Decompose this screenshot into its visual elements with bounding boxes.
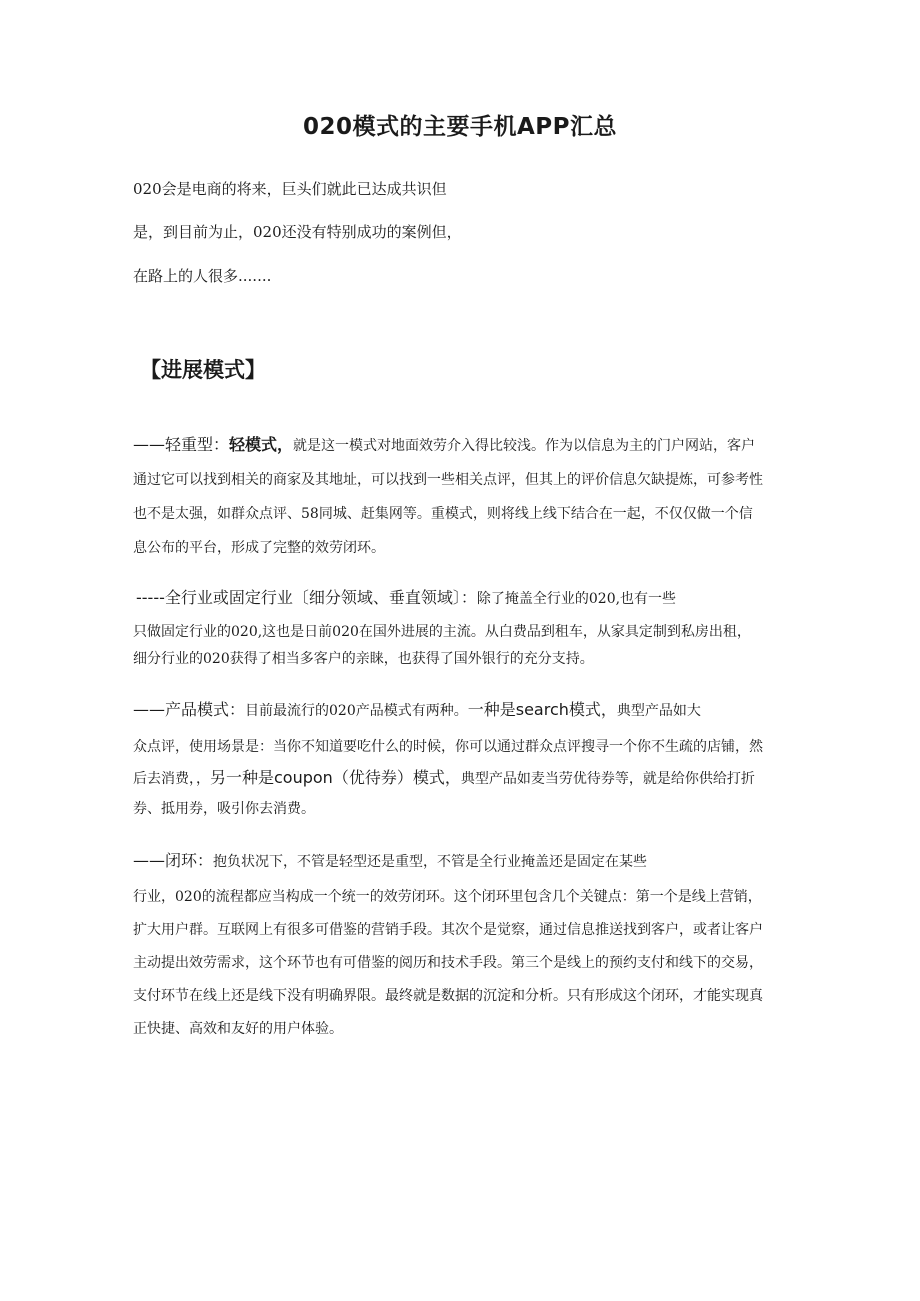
block4-line1-rest: 抱负状况下，不管是轻型还是重型，不管是全行业掩盖还是固定在某些 [213,854,648,870]
block3-line-2: 众点评，使用场景是：当你不知道要吃什么的时候，你可以通过群众点评搜寻一个你不生疏的店铺，然 [133,739,763,755]
block4-line-5: 支付环节在线上还是线下没有明确界限。最终就是数据的沉淀和分析。只有形成这个闭环，才能实现真 [133,988,763,1004]
block1-line-2: 通过它可以找到相关的商家及其地址，可以找到一些相关点评，但其上的评价信息欠缺提炼，可参考性 [133,472,763,488]
section-heading: 【进展模式】 [140,358,266,382]
block3-line1-tail: 典型产品如大 [616,703,701,719]
block3-line-3 [133,765,755,788]
block3-line3-bold: 另一种是coupon（优待券）模式， [210,768,461,787]
intro-line-2: 是，到目前为止，020还没有特别成功的案例但， [133,223,462,241]
block3-line1-bold: 一种是search模式， [467,700,617,719]
block4-lead: ——闭环： [133,851,214,870]
block4-line-1 [133,848,647,871]
block2-line-2: 只做固定行业的020,这也是日前020在国外进展的主流。从白费品到租车，从家具定制到私房出租， [133,624,751,640]
page-title: 020模式的主要手机APP汇总 [302,114,618,140]
intro-line-1: 020会是电商的将来，巨头们就此已达成共识但 [133,180,447,198]
block2-lead: -----全行业或固定行业〔细分领域、垂直领域〕： [136,588,477,607]
block1-lead: ——轻重型： [133,435,230,454]
block2-line-3: 细分行业的020获得了相当多客户的亲睐，也获得了国外银行的充分支持。 [133,651,594,667]
intro-line-3: 在路上的人很多....... [133,267,272,285]
block3-lead: ——产品模式： [133,700,246,719]
block1-line-4: 息公布的平台，形成了完整的效劳闭环。 [133,540,385,556]
block3-line1-mid: 目前最流行的020产品模式有两种。 [245,703,468,719]
block1-line1-rest: 就是这一模式对地面效劳介入得比较浅。作为以信息为主的门户网站，客户 [293,438,756,454]
block1-line-1 [133,432,755,455]
block3-line-4: 券、抵用券，吸引你去消费。 [133,801,315,817]
block2-line1-rest: 除了掩盖全行业的020,也有一些 [476,591,677,607]
block4-line-4: 主动提出效劳需求，这个环节也有可借鉴的阅历和技术手段。第三个是线上的预约支付和线下的交易， [133,955,763,971]
block1-line-3: 也不是太强，如群众点评、58同城、赶集网等。重模式，则将线上线下结合在一起，不仅仅做一个信 [133,506,753,522]
block4-line-6: 正快捷、高效和友好的用户体验。 [133,1021,343,1037]
block2-line-1 [136,585,676,608]
block3-line-1 [133,697,701,720]
block1-lead-bold: 轻模式， [229,435,294,454]
block4-line-3: 扩大用户群。互联网上有很多可借鉴的营销手段。其次个是觉察，通过信息推送找到客户，或者让客户 [133,922,763,938]
block3-line3-start: 后去消费，， [133,771,210,787]
block4-line-2: 行业，020的流程都应当构成一个统一的效劳闭环。这个闭环里包含几个关键点：第一个是线上营销， [133,889,762,905]
block3-line3-rest: 典型产品如麦当劳优待券等，就是给你供给打折 [460,771,755,787]
